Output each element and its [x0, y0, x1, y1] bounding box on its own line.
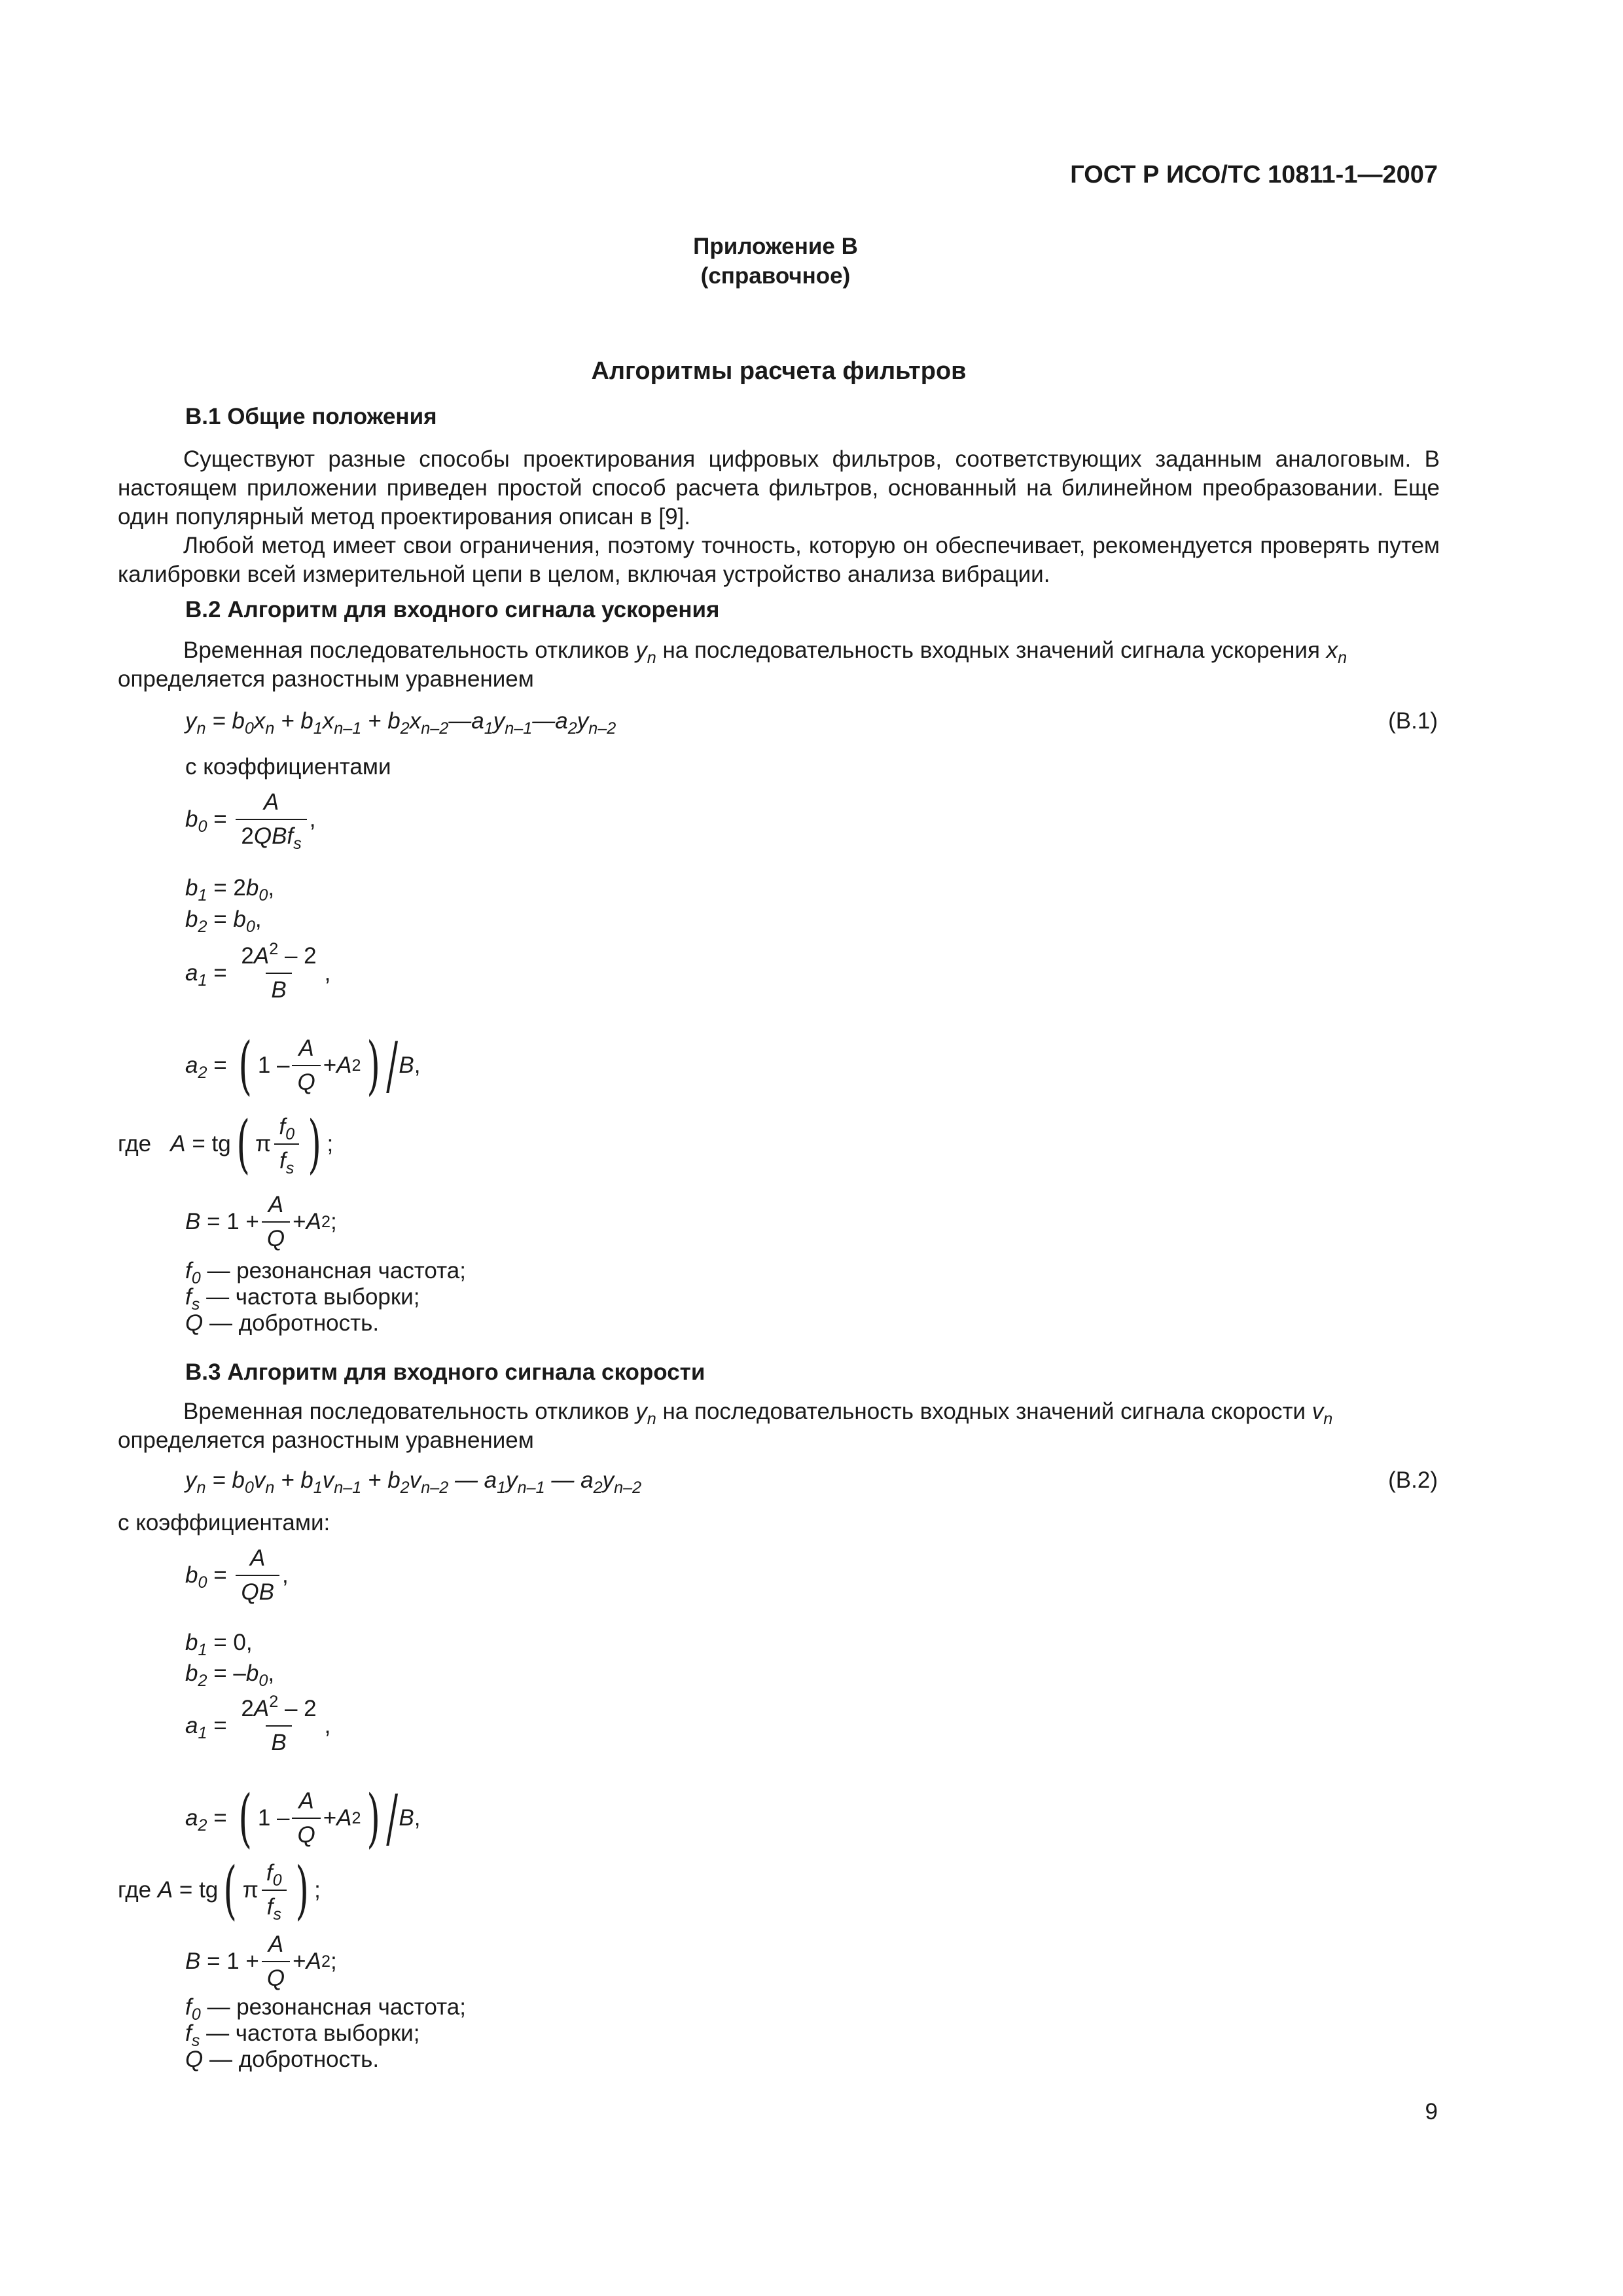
- definition-fs-acc: $f_s$ — частота выборки;: [185, 1284, 420, 1314]
- section-heading-b1: В.1 Общие положения: [185, 404, 437, 429]
- formula-b2-acc: $b_2 = b_0$,: [185, 906, 262, 937]
- formula-a2-acc: $a_2$ = ( 1 – $\frac{A}{Q}$ + A 2 ) / B ,: [185, 1029, 421, 1102]
- definition-fs-vel: $f_s$ — частота выборки;: [185, 2020, 420, 2051]
- formula-b0-acc: $b_0$ = $\frac{A}{2QBf_s}$ ,: [185, 789, 316, 853]
- document-code: ГОСТ Р ИСО/ТС 10811-1—2007: [1070, 161, 1438, 188]
- section-heading-b2: В.2 Алгоритм для входного сигнала ускорения: [185, 597, 720, 622]
- equation-label-b1: (В.1): [1388, 708, 1438, 734]
- equation-b2: $y_n = b_0v_n + b_1v_{n-1} + b_2v_{n-2}$ — $a_1y_{n-1}$ — $a_2y_{n-2}$: [185, 1467, 642, 1498]
- formula-a1-vel: $a_1$ = $\frac{2A^2 - 2}{B}$ ,: [185, 1693, 331, 1755]
- formula-b1-acc: $b_1 = 2b_0$,: [185, 875, 275, 905]
- paragraph-b2-intro: Временная последовательность откликов $y_n$ на последовательность входных значений сигнала ускорения $x_n$ определяется разностным уравнением: [118, 637, 1347, 692]
- formula-b2-vel: $b_2 = -b_0$,: [185, 1660, 275, 1691]
- formula-a2-vel: $a_2$ = ( 1 – $\frac{A}{Q}$ + A 2 ) / B ,: [185, 1782, 421, 1855]
- coefficients-label-b3: с коэффициентами:: [118, 1510, 330, 1535]
- formula-b1-vel: $b_1 = 0$,: [185, 1630, 253, 1660]
- page-number: 9: [1425, 2099, 1438, 2125]
- definition-q-acc: Q — добротность.: [185, 1310, 380, 1336]
- appendix-type: (справочное): [700, 263, 851, 289]
- formula-b0-vel: $b_0$ = $\frac{A}{QB}$ ,: [185, 1545, 289, 1605]
- paragraph-b1-1: Существуют разные способы проектирования цифровых фильтров, соответствующих заданным аналоговым. В настоящем приложении приведен простой способ расчета фильтров, основанный на билинейном преобразовании. Еще один популярный метод проектирования описан в [9].: [118, 446, 1440, 529]
- definition-f0-acc: $f_0$ — резонансная частота;: [185, 1258, 466, 1288]
- paragraph-b1-2: Любой метод имеет свои ограничения, поэтому точность, которую он обеспечивает, рекомендуется проверять путем калибровки всей измерительной цепи в целом, включая устройство анализа вибрации.: [118, 533, 1440, 587]
- coefficients-label-b2: с коэффициентами: [185, 754, 391, 780]
- page-title: Алгоритмы расчета фильтров: [591, 357, 967, 385]
- formula-B-acc: B = 1 + $\frac{A}{Q}$ + A 2 ;: [185, 1192, 337, 1251]
- equation-b1: $y_n = b_0x_n + b_1x_{n-1}$ + $b_2x_{n-2}—a_1y_{n-1}—a_2y_{n-2}$: [185, 708, 616, 738]
- definition-q-vel: Q — добротность.: [185, 2047, 380, 2072]
- paragraph-b3-intro: Временная последовательность откликов $y_n$ на последовательность входных значений сигнала скорости $v_n$ определяется разностным уравнением: [118, 1399, 1333, 1453]
- formula-where-A-vel: где A = tg ( π $\frac{f_0}{f_s}$ ) ;: [118, 1854, 321, 1927]
- equation-label-b2: (В.2): [1388, 1467, 1438, 1493]
- formula-where-A-acc: где A = tg ( π $\frac{f_0}{f_s}$ ) ;: [118, 1107, 334, 1181]
- section-heading-b3: В.3 Алгоритм для входного сигнала скорости: [185, 1359, 705, 1385]
- formula-a1-acc: $a_1$ = $\frac{2A^2 - 2}{B}$ ,: [185, 940, 331, 1003]
- formula-B-vel: B = 1 + $\frac{A}{Q}$ + A 2 ;: [185, 1931, 337, 1991]
- definition-f0-vel: $f_0$ — резонансная частота;: [185, 1994, 466, 2024]
- appendix-label: Приложение В: [693, 234, 858, 259]
